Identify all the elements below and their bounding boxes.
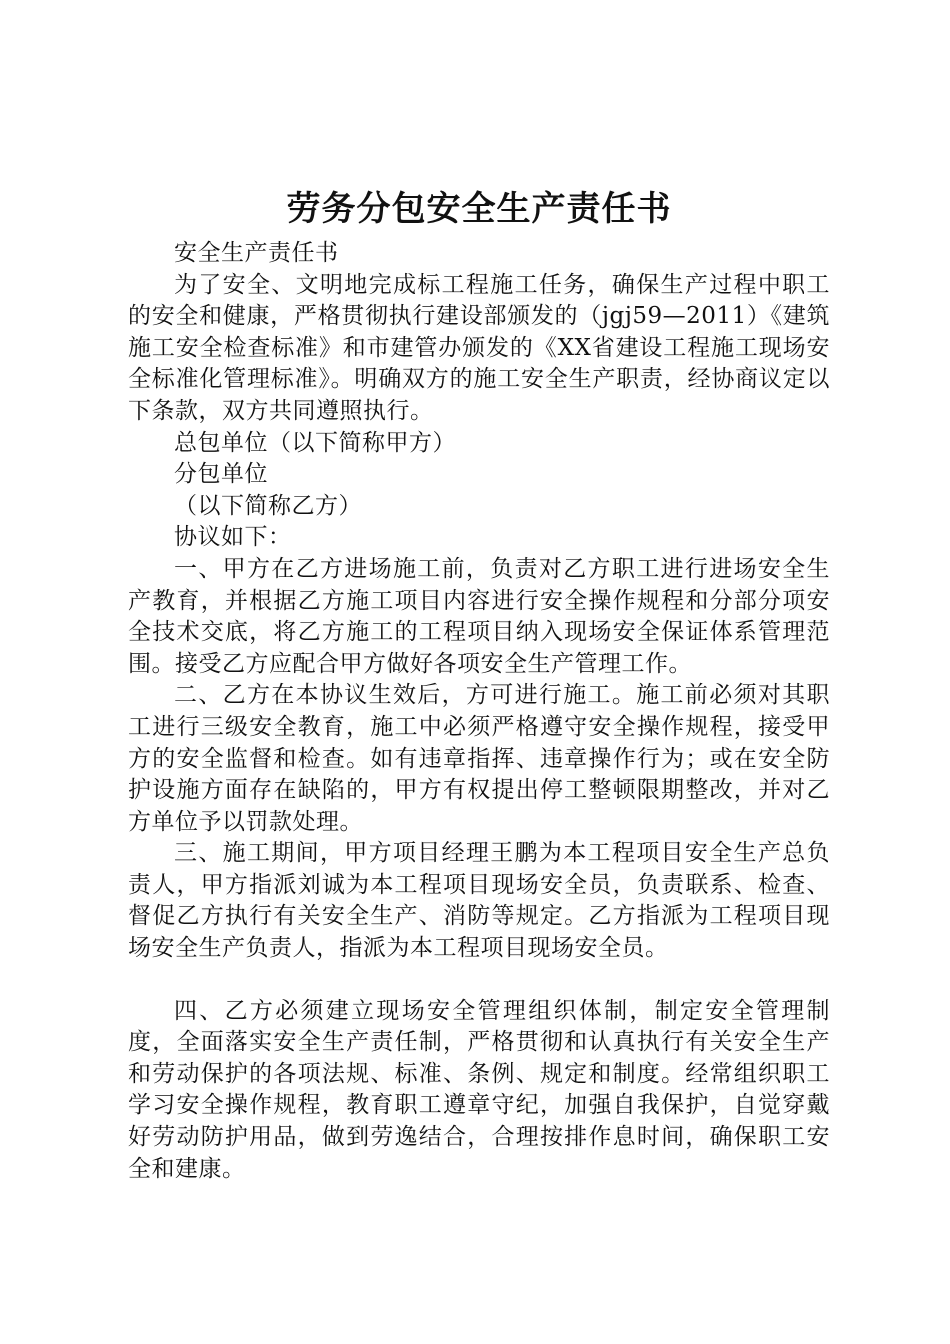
paragraph-preamble: 为了安全、文明地完成标工程施工任务，确保生产过程中职工的安全和健康，严格贯彻执行建设部颁发的（jgj59—2011）《建筑施工安全检查标准》和市建管办颁发的《XX省建设工程施工现场安全标准化管理标准》。明确双方的施工安全生产职责，经协商议定以下条款，双方共同遵照执行。 [128,271,830,424]
paragraph-clause-2: 二、乙方在本协议生效后，方可进行施工。施工前必须对其职工进行三级安全教育，施工中必须严格遵守安全操作规程，接受甲方的安全监督和检查。如有违章指挥、违章操作行为；或在安全防护设施方面存在缺陷的，甲方有权提出停工整顿限期整改，并对乙方单位予以罚款处理。 [128,682,830,835]
paragraph-subtitle: 安全生产责任书 [174,240,339,266]
paragraph-subcontractor-abbrev: （以下简称乙方） [174,492,362,519]
paragraph-clause-3: 三、施工期间，甲方项目经理王鹏为本工程项目安全生产总负责人，甲方指派刘诚为本工程项目现场安全员，负责联系、检查、督促乙方执行有关安全生产、消防等规定。乙方指派为工程项目现场安全生产负责人，指派为本工程项目现场安全员。 [128,840,830,962]
paragraph-clause-1: 一、甲方在乙方进场施工前，负责对乙方职工进行进场安全生产教育，并根据乙方施工项目内容进行安全操作规程和分部分项安全技术交底，将乙方施工的工程项目纳入现场安全保证体系管理范围。接受乙方应配合甲方做好各项安全生产管理工作。 [128,555,830,677]
paragraph-general-contractor: 总包单位（以下简称甲方） [174,429,456,456]
document-page [128,180,830,1185]
paragraph-subcontractor: 分包单位 [174,461,268,488]
paragraph-clause-4: 四、乙方必须建立现场安全管理组织体制，制定安全管理制度，全面落实安全生产责任制，严格贯彻和认真执行有关安全生产和劳动保护的各项法规、标准、条例、规定和制度。经常组织职工学习安全操作规程，教育职工遵章守纪，加强自我保护，自觉穿戴好劳动防护用品，做到劳逸结合，合理按排作息时间，确保职工安全和建康。 [128,997,830,1182]
paragraph-gap [128,965,830,996]
paragraph-agreement-intro: 协议如下： [174,524,292,551]
document-title: 劳务分包安全生产责任书 [286,189,672,229]
